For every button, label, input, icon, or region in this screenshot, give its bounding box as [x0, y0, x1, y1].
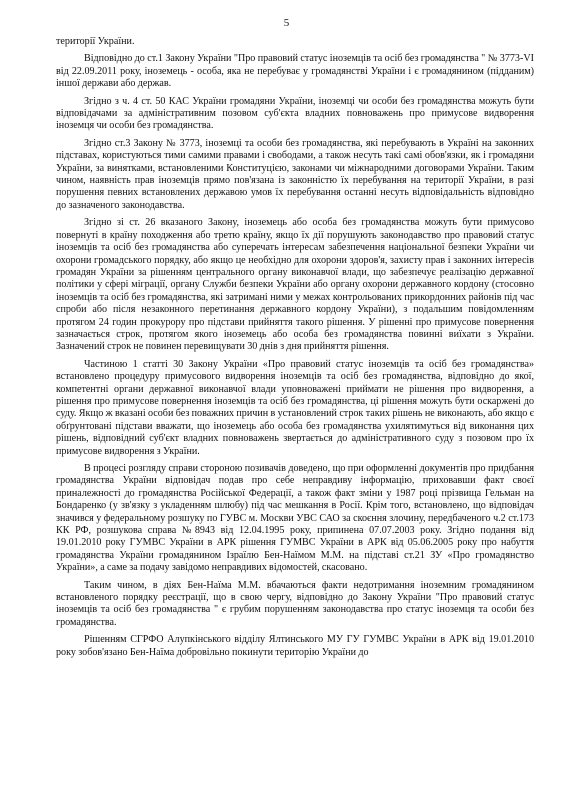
- paragraph-case-evidence: В процесі розгляду справи стороною позивачів доведено, що при оформленні документів про придбання громадянства України відповідач подав про себе неправдиву інформацію, приховавши факт своєї приналежності до громадянства Російської Федерації, а також факт зміни у 1987 році прізвища Гельман на Бондаренко (у зв'язку з укладенням шлюбу) під час мешкання в Росії. Крім того, встановлено, що відповідач значився у федеральному розшуку по ГУВС м. Москви УВС САО за скоєння злочину, передбаченого ч.2 ст.173 КК РФ, розшукова справа №8943 від 12.04.1995 року, припинена 07.07.2003 року. Згідно подання від 19.01.2010 року ГУМВС України в АРК рішення ГУМВС України в АРК від 05.06.2005 року про набуття громадянства України громадянином Ізраїлю Бен-Наїмом М.М. на підставі ст.21 ЗУ «Про громадянство України», а саме за подачу завідомо неправдивих відомостей, скасовано.: [56, 463, 534, 574]
- paragraph-decision: Рішенням СГРФО Алупкінського відділу Ялтинського МУ ГУ ГУМВС України в АРК від 19.01.2010 року зобов'язано Бен-Наїма добровільно покинути територію України до: [56, 634, 534, 658]
- paragraph-article-30-expulsion: Частиною 1 статті 30 Закону України «Про правовий статус іноземців та осіб без громадянства» встановлено процедуру примусового видворення іноземців та осіб без громадянства, відповідно до якої, компетентні органи державної виконавчої влади уповноважені приймати не рішення про видворення, а рішення про примусове повернення іноземців та осіб без громадянства, ці рішення можуть бути оскаржені до суду. Якщо ж вказані особи без поважних причин в установлений строк таких рішень не виконають, або якщо є обґрунтовані підстави вважати, що іноземець або особа без громадянства ухилятимуться від виконання цих рішень, відповідний суб'єкт владних повноважень звертається до адміністративного суду з позовом про їх примусове видворення з України.: [56, 358, 534, 457]
- document-body: [56, 36, 534, 664]
- paragraph-foreigner-definition: Відповідно до ст.1 Закону України "Про правовий статус іноземців та осіб без громадянства " № 3773-VI від 22.09.2011 року, іноземець - особа, яка не перебуває у громадянстві України і є громадянином (підданим) іншої держави або держав.: [56, 53, 534, 90]
- paragraph-article-3-rights: Згідно ст.3 Закону № 3773, іноземці та особи без громадянства, які перебувають в Україні на законних підставах, користуються тими самими правами і свободами, а також несуть такі самі обов'язки, як і громадяни України, за винятками, встановленими Конституцією, законами чи міжнародними договорами України. Таким чином, наявність прав іноземців прямо пов'язана із законністю їх перебування на території України, в разі порушення певних встановлених державою умов їх перебування останні несуть відповідальність відповідно до зазначеного законодавства.: [56, 137, 534, 211]
- paragraph-kas-article-50: Згідно з ч. 4 ст. 50 КАС України громадяни України, іноземці чи особи без громадянства можуть бути відповідачами за адміністративним позовом суб'єкта владних повноважень про примусове видворення іноземця чи особи без громадянства.: [56, 95, 534, 132]
- paragraph-continuation: території України.: [56, 36, 135, 47]
- page-number: 5: [283, 17, 290, 29]
- paragraph-article-26-return: Згідно зі ст. 26 вказаного Закону, іноземець або особа без громадянства можуть бути примусово повернуті в країну походження або третю країну, якщо їх дії порушують законодавство про правовий статус іноземців та осіб без громадянства або суперечать інтересам забезпечення національної безпеки України чи охорони громадського порядку, або якщо це необхідно для охорони здоров'я, захисту прав і законних інтересів громадян України за рішенням центрального органу виконавчої влади, що забезпечує реалізацію державної політики у сфері міграції, органу Служби безпеки України або органу охорони державного кордону (стосовно іноземців та осіб без громадянства, які затримані ними у межах контрольованих прикордонних районів під час спроби або після незаконного перетинання державного кордону України), з подальшим повідомленням протягом 24 годин прокурору про підстави прийняття такого рішення. У рішенні про примусове повернення зазначається строк, протягом якого іноземець або особа без громадянства повинні виїхати з України. Зазначений строк не повинен перевищувати 30 днів з дня прийняття рішення.: [56, 217, 534, 353]
- paragraph-violation-conclusion: Таким чином, в діях Бен-Наїма М.М. вбачаються факти недотримання іноземним громадянином встановленого порядку реєстрації, що в свою чергу, відповідно до Закону України "Про правовий статус іноземців та осіб без громадянства " є грубим порушенням законодавства про статус іноземця та особи без громадянства.: [56, 579, 534, 628]
